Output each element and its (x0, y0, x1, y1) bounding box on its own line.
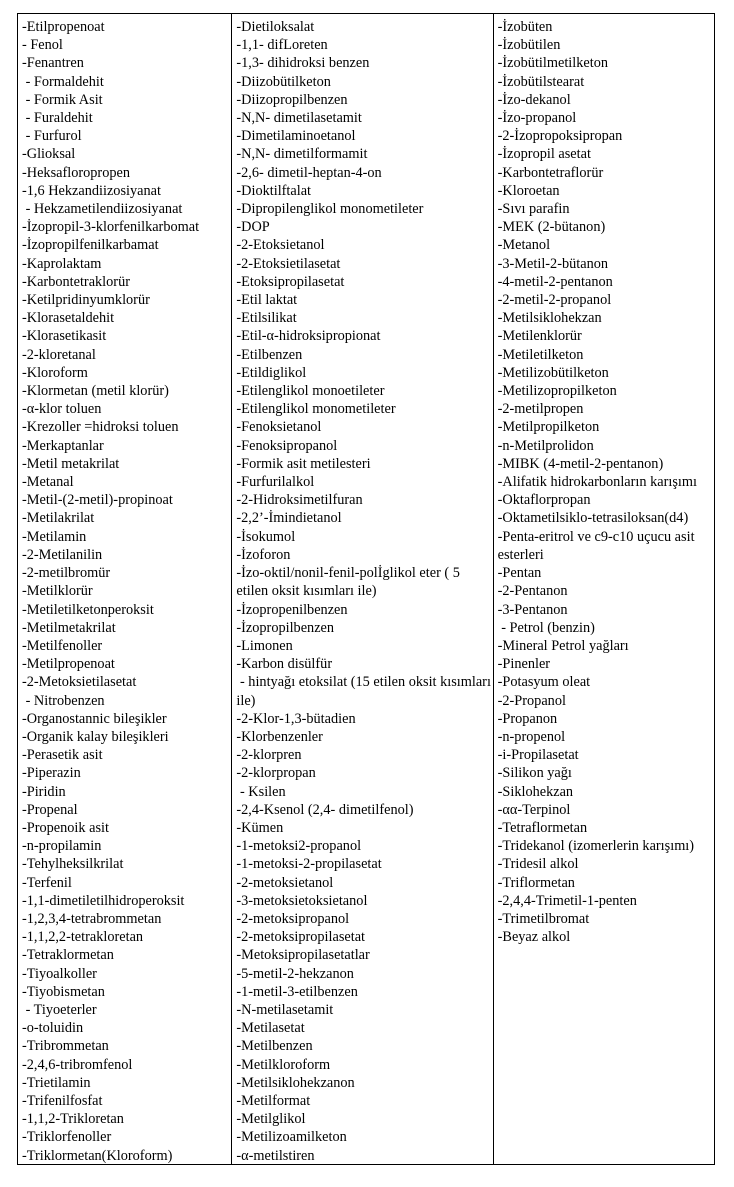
list-item: -İzo-dekanol (497, 91, 571, 108)
list-item: -2-kloretanal (22, 346, 96, 363)
list-item: -2,2’-İmindietanol (236, 510, 342, 527)
list-item: -Silikon yağı (497, 765, 572, 782)
list-item: -Metil metakrilat (22, 455, 120, 472)
list-item: - Furaldehit (22, 110, 93, 127)
list-item: -Metilizobütilketon (497, 364, 609, 381)
list-item: -2-Hidroksimetilfuran (236, 492, 363, 509)
list-item: -2-metilbromür (22, 565, 111, 582)
list-item: -Klorasetikasit (22, 328, 107, 345)
list-item: -Merkaptanlar (22, 437, 104, 454)
list-item: -4-metil-2-pentanon (497, 273, 613, 290)
list-item: -Etilsilikat (236, 310, 297, 327)
list-item: -Limonen (236, 637, 293, 654)
list-item: -Pinenler (497, 656, 551, 673)
list-item: -İzobütilmetilketon (497, 55, 609, 72)
list-item: -2-Etoksietilasetat (236, 255, 341, 272)
list-item: -Klorasetaldehit (22, 310, 115, 327)
list-item: -5-metil-2-hekzanon (236, 965, 354, 982)
list-item: -n-Metilprolidon (497, 437, 594, 454)
list-item: -Etilenglikol monoetileter (236, 383, 385, 400)
list-item: - Formaldehit (22, 73, 104, 90)
list-item: -Trifenilfosfat (22, 1092, 103, 1109)
list-item: -Etilenglikol monometileter (236, 401, 396, 418)
list-item: -Trimetilbromat (497, 910, 590, 927)
list-item: -Metilpropenoat (22, 656, 115, 673)
list-item: -Dioktilftalat (236, 182, 312, 199)
list-item: -Propanon (497, 710, 558, 727)
list-item: -Alifatik hidrokarbonların karışımı (497, 474, 697, 491)
list-item: -Etoksipropilasetat (236, 273, 345, 290)
list-item: -İzopropil-3-klorfenilkarbomat (22, 219, 200, 236)
list-item: -Potasyum oleat (497, 674, 591, 691)
list-item: -Tetraflormetan (497, 819, 588, 836)
list-item: -2-Propanol (497, 692, 566, 709)
list-item: -Dimetilaminoetanol (236, 128, 356, 145)
list-item: -1,1,2-Trikloretan (22, 1111, 124, 1128)
list-item: -Metilkloroform (236, 1056, 331, 1073)
list-item: -o-toluidin (22, 1020, 84, 1037)
chemical-list-table (17, 13, 715, 1165)
list-item: -Diizopropilbenzen (236, 91, 348, 108)
list-item: -İzopropilfenilkarbamat (22, 237, 159, 254)
list-item: -Fenantren (22, 55, 84, 72)
list-item: -i-Propilasetat (497, 747, 579, 764)
list-item: -Metilsiklohekzan (497, 310, 602, 327)
list-item: -Metilamin (22, 528, 87, 545)
list-item: -N-metilasetamit (236, 1001, 334, 1018)
list-item: -3-Metil-2-bütanon (497, 255, 609, 272)
list-item: -Kloroetan (497, 182, 560, 199)
list-item: -2,6- dimetil-heptan-4-on (236, 164, 382, 181)
list-item: -Triklorfenoller (22, 1129, 112, 1146)
list-item: -İsokumol (236, 528, 296, 545)
list-item: -2-metoksipropilasetat (236, 929, 366, 946)
list-item: -Metilglikol (236, 1111, 306, 1128)
list-item: -Metoksipropilasetatlar (236, 947, 370, 964)
column-2 (231, 14, 495, 1164)
list-item: -2-klorpropan (236, 765, 316, 782)
list-item: -Tehylheksilkrilat (22, 856, 124, 873)
list-item: -Metilklorür (22, 583, 93, 600)
list-item: -Etil laktat (236, 292, 298, 309)
list-item: -Metilsiklohekzanon (236, 1074, 355, 1091)
list-item: -n-propilamin (22, 838, 102, 855)
list-item: -Dietiloksalat (236, 19, 315, 35)
list-item: -Krezoller =hidroksi toluen (22, 419, 179, 436)
list-item: -Metilmetakrilat (22, 619, 116, 636)
list-item: -Klormetan (metil klorür) (22, 383, 169, 400)
list-item: -Terfenil (22, 874, 72, 891)
list-item: -Metilizopropilketon (497, 383, 617, 400)
list-item: -Metilenklorür (497, 328, 582, 345)
list-item: -αα-Terpinol (497, 801, 571, 818)
list-item: -α-klor toluen (22, 401, 102, 418)
list-item: -Metanal (22, 474, 74, 491)
list-item: -Metiletilketonperoksit (22, 601, 154, 618)
list-item: -İzobütilstearat (497, 73, 585, 90)
list-item: -Organik kalay bileşikleri (22, 728, 169, 745)
list-item: - Ksilen (236, 783, 286, 800)
list-item: -N,N- dimetilasetamit (236, 110, 362, 127)
list-item: -1-metoksi2-propanol (236, 838, 362, 855)
list-item: -1-metoksi-2-propilasetat (236, 856, 382, 873)
list-item: -2-Pentanon (497, 583, 568, 600)
list-item: -Etil-α-hidroksipropionat (236, 328, 381, 345)
list-item: -Oktametilsiklo-tetrasiloksan(d4) (497, 510, 689, 527)
list-item: - Formik Asit (22, 91, 103, 108)
column-1 (18, 14, 231, 1164)
list-item: -Penta-eritrol ve c9-c10 uçucu asit esterleri (497, 528, 699, 563)
list-item: -1,1,2,2-tetrakloretan (22, 929, 144, 946)
list-item: -Metilpropilketon (497, 419, 600, 436)
list-item: -Etildiglikol (236, 364, 307, 381)
list-item: -Etilbenzen (236, 346, 303, 363)
list-item: -İzo-propanol (497, 110, 577, 127)
list-item: -1,2,3,4-tetrabrommetan (22, 910, 162, 927)
list-item: -İzoforon (236, 546, 291, 563)
list-item: -İzopropenilbenzen (236, 601, 348, 618)
list-item: -Tribrommetan (22, 1038, 109, 1055)
list-item: -DOP (236, 219, 270, 236)
list-item: -Ketilpridinyumklorür (22, 292, 150, 309)
list-item: -Pentan (497, 565, 542, 582)
list-item: -1,1- difLoreten (236, 37, 328, 54)
list-item: -1,1-dimetiletilhidroperoksit (22, 892, 185, 909)
column-3 (493, 14, 714, 1164)
list-item: -2-metil-2-propanol (497, 292, 612, 309)
list-item: -Metilasetat (236, 1020, 305, 1037)
list-item: -Mineral Petrol yağları (497, 637, 629, 654)
list-item: -Piperazin (22, 765, 81, 782)
list-item: -Tetraklormetan (22, 947, 114, 964)
list-item: -Metil-(2-metil)-propinoat (22, 492, 173, 509)
list-item: -Metilakrilat (22, 510, 95, 527)
list-item: -İzopropil asetat (497, 146, 591, 163)
list-item: -Triflormetan (497, 874, 575, 891)
list-item: -Triklormetan(Kloroform) (22, 1147, 173, 1164)
list-item: -Siklohekzan (497, 783, 574, 800)
list-item: -Kümen (236, 819, 284, 836)
list-item: -Metiletilketon (497, 346, 584, 363)
list-item: -Karbontetraklorür (22, 273, 130, 290)
list-item: -1,6 Hekzandiizosiyanat (22, 182, 161, 199)
list-item: -İzobütilen (497, 37, 561, 54)
list-item: -İzo-oktil/nonil-fenil-polİglikol eter ( 5 etilen oksit kısımları ile) (236, 565, 464, 600)
list-item: -Sıvı parafin (497, 201, 570, 218)
list-item: -3-metoksietoksietanol (236, 892, 368, 909)
list-item: -Kloroform (22, 364, 88, 381)
list-item: -Klorbenzenler (236, 728, 323, 745)
list-item: -2-metoksipropanol (236, 910, 350, 927)
list-item: -Heksafloropropen (22, 164, 130, 181)
list-item: -Piridin (22, 783, 66, 800)
list-item: -2-Klor-1,3-bütadien (236, 710, 356, 727)
list-item: -1-metil-3-etilbenzen (236, 983, 358, 1000)
list-item: -Trietilamin (22, 1074, 91, 1091)
list-item: -Furfurilalkol (236, 474, 315, 491)
list-item: -N,N- dimetilformamit (236, 146, 368, 163)
list-item: - Furfurol (22, 128, 82, 145)
list-item: -Metanol (497, 237, 551, 254)
list-item: -Organostannic bileşikler (22, 710, 167, 727)
list-item: -Tridesil alkol (497, 856, 579, 873)
list-item: -Perasetik asit (22, 747, 103, 764)
list-item: -2,4,4-Trimetil-1-penten (497, 892, 637, 909)
list-item: - hintyağı etoksilat (15 etilen oksit kısımları ile) (236, 674, 495, 709)
list-item: -2-Metoksietilasetat (22, 674, 137, 691)
list-item: -Karbontetraflorür (497, 164, 604, 181)
list-item: -Tiyoalkoller (22, 965, 97, 982)
list-item: -2,4-Ksenol (2,4- dimetilfenol) (236, 801, 414, 818)
list-item: - Petrol (benzin) (497, 619, 595, 636)
list-item: -Karbon disülfür (236, 656, 333, 673)
list-item: -α-metilstiren (236, 1147, 315, 1164)
list-item: -İzobüten (497, 19, 553, 35)
list-item: -Etilpropenoat (22, 19, 105, 35)
list-item: -2-Etoksietanol (236, 237, 325, 254)
list-item: -2-klorpren (236, 747, 302, 764)
list-item: -Metilfenoller (22, 637, 103, 654)
list-item: - Nitrobenzen (22, 692, 105, 709)
list-item: -Glioksal (22, 146, 76, 163)
list-item: -Propenal (22, 801, 78, 818)
list-item: -İzopropilbenzen (236, 619, 335, 636)
list-item: - Hekzametilendiizosiyanat (22, 201, 183, 218)
list-item: - Fenol (22, 37, 63, 54)
list-item: -2,4,6-tribromfenol (22, 1056, 133, 1073)
list-item: -n-propenol (497, 728, 566, 745)
list-item: -2-Metilanilin (22, 546, 103, 563)
list-item: -Fenoksietanol (236, 419, 322, 436)
list-item: - Tiyoeterler (22, 1001, 97, 1018)
list-item: -2-metoksietanol (236, 874, 334, 891)
list-item: -Dipropilenglikol monometileter (236, 201, 424, 218)
list-item: -Metilizoamilketon (236, 1129, 347, 1146)
list-item: -Beyaz alkol (497, 929, 571, 946)
list-item: -Kaprolaktam (22, 255, 102, 272)
list-item: -2-metilpropen (497, 401, 584, 418)
list-item: -Diizobütilketon (236, 73, 331, 90)
list-item: -Metilbenzen (236, 1038, 313, 1055)
list-item: -MIBK (4-metil-2-pentanon) (497, 455, 664, 472)
list-item: -Oktaflorpropan (497, 492, 591, 509)
list-item: -MEK (2-bütanon) (497, 219, 606, 236)
list-item: -Propenoik asit (22, 819, 109, 836)
list-item: -3-Pentanon (497, 601, 568, 618)
list-item: -1,3- dihidroksi benzen (236, 55, 370, 72)
list-item: -Tiyobismetan (22, 983, 105, 1000)
list-item: -2-İzopropoksipropan (497, 128, 623, 145)
list-item: -Fenoksipropanol (236, 437, 338, 454)
list-item: -Metilformat (236, 1092, 311, 1109)
list-item: -Tridekanol (izomerlerin karışımı) (497, 838, 695, 855)
list-item: -Formik asit metilesteri (236, 455, 371, 472)
